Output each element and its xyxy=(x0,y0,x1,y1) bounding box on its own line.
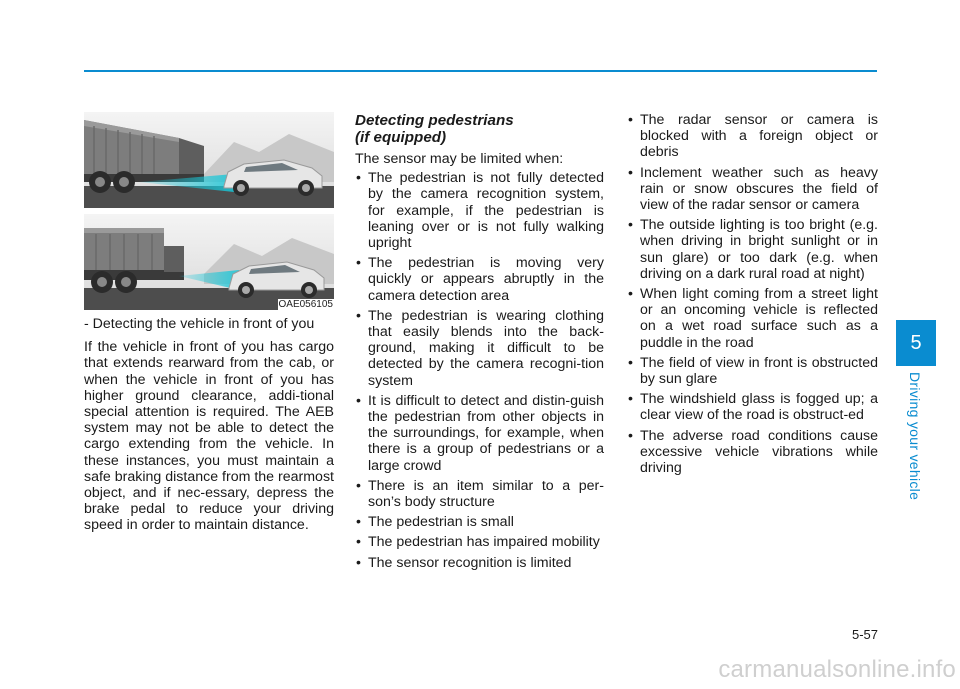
header-rule xyxy=(84,70,877,72)
figure-code: OAE056105 xyxy=(278,299,333,310)
list-item: • It is difficult to detect and distin-guish the pedestrian from other objects in the surroundings, for example, when there is a group of pedestrians or a large crowd xyxy=(355,393,604,474)
sensor-limitations-list xyxy=(627,112,878,476)
list-item: • The outside lighting is too bright (e.g. when driving in bright sunlight or in sun glare) or too dark (e.g. when driving on a dark rural road at night) xyxy=(627,217,878,282)
pedestrian-limitations-list xyxy=(355,170,604,571)
section-heading-line-2: (if equipped) xyxy=(355,129,447,146)
list-item: • When light coming from a street light or an oncoming vehicle is reflected on a wet road surface such as a puddle in the road xyxy=(627,286,878,351)
left-column xyxy=(84,112,334,534)
cargo-warning-paragraph: If the vehicle in front of you has cargo that extends rearward from the cab, or when the vehicle in front of you has higher ground clearance, addi-tional special attention is required. The AEB system may not be able to detect the cargo extending from the vehicle. In these instances, you must maintain a safe braking distance from the rearmost object, and if nec-essary, depress the brake pedal to reduce your driving speed in order to maintain distance. xyxy=(84,339,334,534)
chapter-number-tab[interactable]: 5 xyxy=(896,320,936,366)
list-item: • The pedestrian is not fully detected by the camera recognition system, for example, if the pedestrian is leaning over or is not fully walking upright xyxy=(355,170,604,251)
chapter-label-text: Driving your vehicle xyxy=(907,372,923,501)
section-intro: The sensor may be limited when: xyxy=(355,151,564,167)
watermark[interactable]: carmanualsonline.info xyxy=(718,656,956,683)
list-item: • The adverse road conditions cause excessive vehicle vibrations while driving xyxy=(627,428,878,477)
illustration-panel-bottom xyxy=(84,214,334,310)
list-item: • The pedestrian is moving very quickly or appears abruptly in the camera detection area xyxy=(355,255,604,304)
list-item: • The sensor recognition is limited xyxy=(355,555,604,571)
illustration-panel-top xyxy=(84,112,334,208)
list-item: • Inclement weather such as heavy rain or snow obscures the field of view of the radar sensor or camera xyxy=(627,165,878,214)
list-item: • The windshield glass is fogged up; a clear view of the road is obstruct-ed xyxy=(627,391,878,423)
section-heading-line-1: Detecting pedestrians xyxy=(355,112,514,129)
list-item: • The radar sensor or camera is blocked with a foreign object or debris xyxy=(627,112,878,161)
list-item: • The pedestrian is wearing clothing that easily blends into the back-ground, making it difficult to be detected by the camera recogni-tion system xyxy=(355,308,604,389)
section-heading xyxy=(355,112,604,146)
aeb-illustration xyxy=(84,112,334,310)
page-number: 5-57 xyxy=(851,627,878,642)
chapter-label xyxy=(895,372,935,502)
list-item: • The pedestrian has impaired mobility xyxy=(355,534,604,550)
middle-column xyxy=(355,112,604,575)
list-item: • There is an item similar to a per-son’s body structure xyxy=(355,478,604,510)
list-item: • The pedestrian is small xyxy=(355,514,604,530)
list-item: • The field of view in front is obstructed by sun glare xyxy=(627,355,878,387)
right-column xyxy=(627,112,878,480)
figure-caption: - Detecting the vehicle in front of you xyxy=(84,316,315,332)
